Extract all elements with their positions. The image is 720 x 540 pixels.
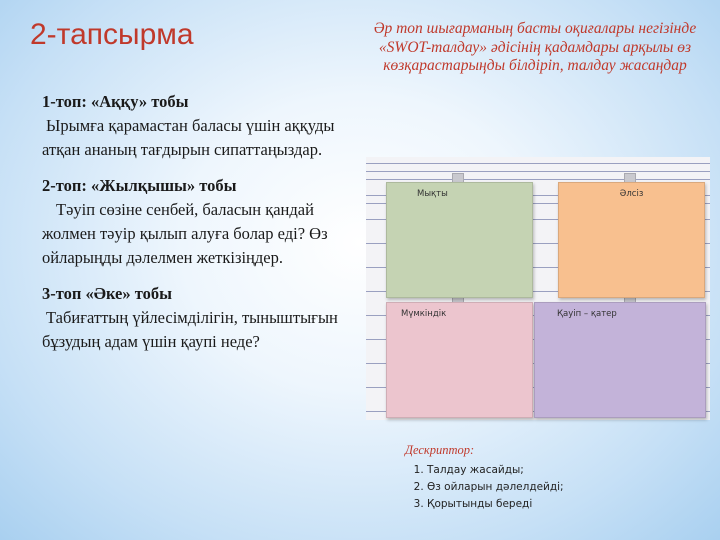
ruled-line xyxy=(366,179,710,180)
group-2-text: Тәуіп сөзіне сенбей, баласын қандай жолмен тәуір қылып алуға болар еді? Өз ойларыңды дәлелмен жеткізіңдер. xyxy=(42,200,328,267)
swot-weaknesses xyxy=(558,182,705,298)
descriptor-list xyxy=(405,462,705,513)
group-1-text: Ырымға қарамастан баласы үшін аққуды атқан ананың тағдырын сипаттаңыздар. xyxy=(42,116,335,159)
descriptor-item: 1. Талдау жасайды; xyxy=(427,462,705,479)
threats-label: Қауіп – қатер xyxy=(557,309,617,319)
task-instruction: Әр топ шығарманың басты оқиғалары негізінде «SWOT-талдау» әдісінің қадамдары арқылы өз көзқарастарыңды білдіріп, талдау жасаңдар xyxy=(373,20,697,74)
slide-title: 2-тапсырма xyxy=(30,18,194,51)
descriptor xyxy=(405,443,705,513)
swot-strengths xyxy=(386,182,533,298)
swot-board xyxy=(366,157,710,420)
descriptor-item: 3. Қорытынды береді xyxy=(427,496,705,513)
group-3-text: Табиғаттың үйлесімділігін, тыныштығын бұзудың адам үшін қаупі неде? xyxy=(42,308,338,351)
strengths-label: Мықты xyxy=(417,189,448,199)
ruled-line xyxy=(366,163,710,164)
group-1-heading: 1-топ: «Аққу» тобы xyxy=(42,92,189,111)
group-tasks xyxy=(42,90,362,366)
opportunities-label: Мүмкіндік xyxy=(401,309,447,319)
weaknesses-label: Әлсіз xyxy=(619,189,644,199)
swot-opportunities xyxy=(386,302,533,418)
group-2-heading: 2-топ: «Жылқышы» тобы xyxy=(42,176,237,195)
swot-threats xyxy=(534,302,706,418)
descriptor-heading: Дескриптор: xyxy=(405,443,475,457)
descriptor-item: 2. Өз ойларын дәлелдейді; xyxy=(427,479,705,496)
group-3-heading: 3-топ «Әке» тобы xyxy=(42,284,173,303)
ruled-line xyxy=(366,171,710,172)
